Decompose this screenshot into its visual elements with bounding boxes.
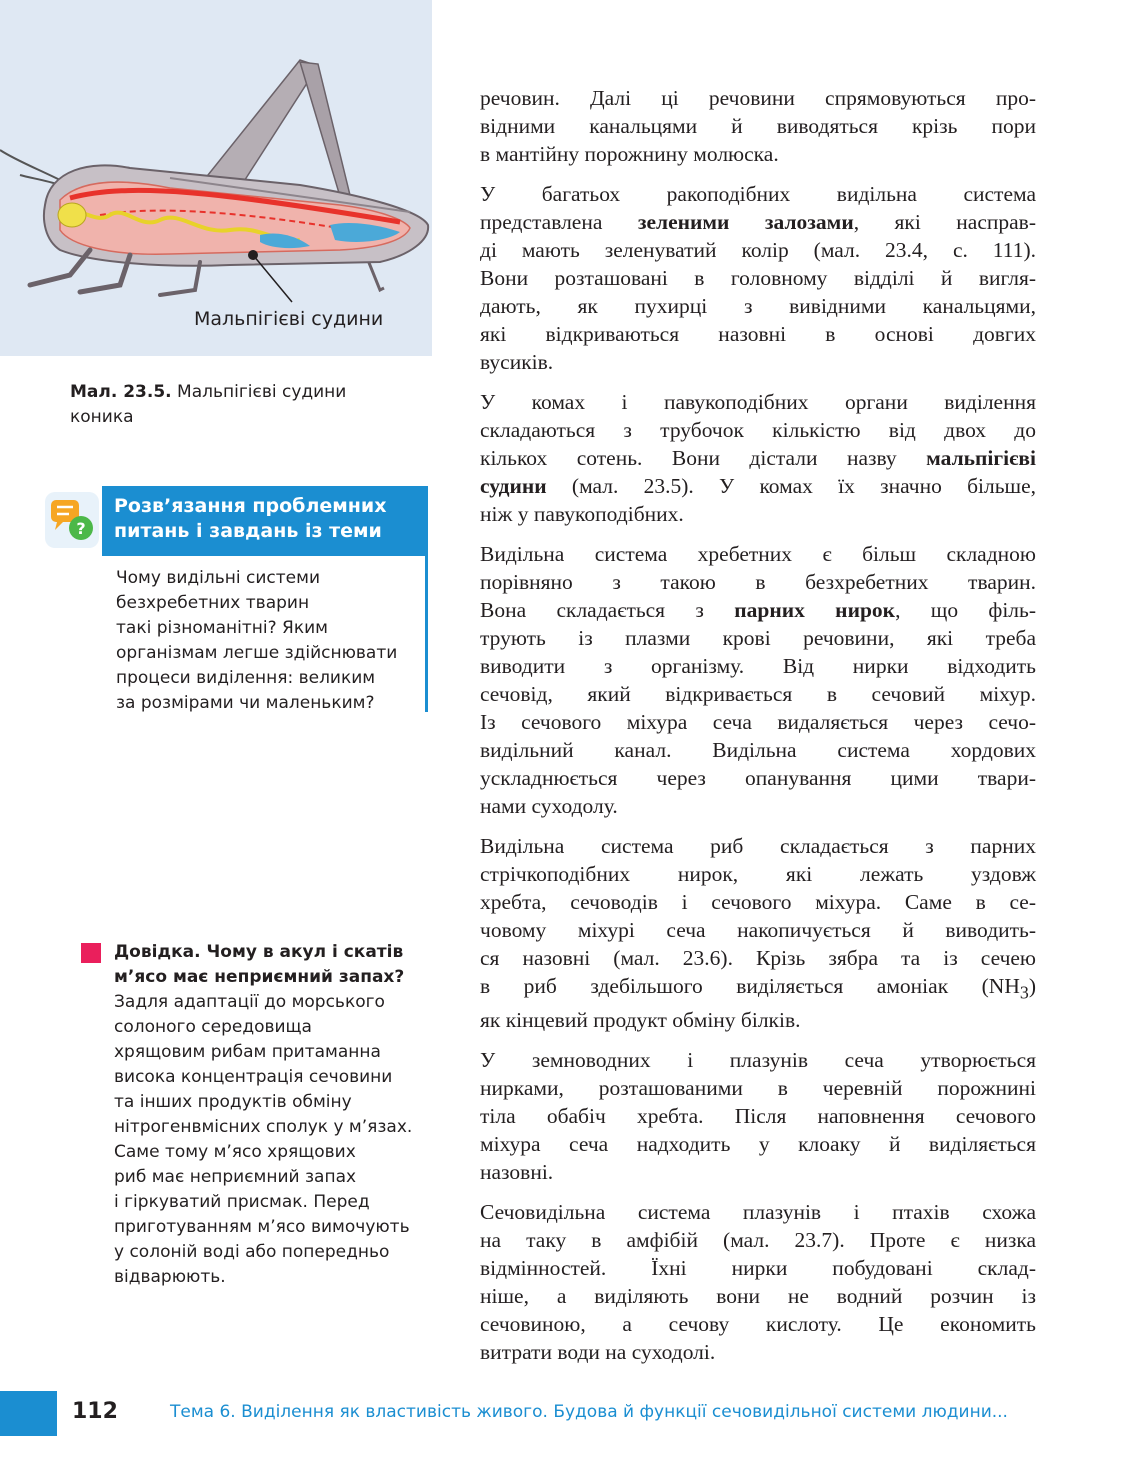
problem-box-body	[116, 566, 416, 716]
text-line: витрати води на суходолі.	[480, 1340, 716, 1365]
problem-line: за розмірами чи маленьким?	[116, 693, 375, 713]
page-number: 112	[72, 1399, 118, 1424]
text-line: судини (мал. 23.5). У комах їх значно більше,	[480, 474, 1036, 498]
caption-text: Мальпігієві судини коника	[70, 382, 347, 427]
text-line: представлена зеленими залозами, які насправ-	[480, 210, 1036, 234]
paragraph-2	[480, 180, 1036, 376]
figure-label: Мальпігієві судини	[194, 308, 384, 330]
subscript: 3	[1019, 982, 1029, 1003]
term-malpighian: мальпігієві	[926, 446, 1036, 470]
problem-title-line1: Розв’язання проблемних	[114, 495, 387, 517]
text-line: видільний канал. Видільна система хордових	[480, 738, 1036, 762]
problem-line: такі різноманітні? Яким	[116, 618, 328, 638]
caption-number: Мал. 23.5.	[70, 382, 172, 402]
problem-title-line2: питань і завдань із теми	[114, 520, 382, 542]
text-line: які відкриваються назовні в основі довгих	[480, 322, 1036, 346]
note-line: Саме тому м’ясо хрящових	[114, 1142, 356, 1162]
problem-box-title	[102, 486, 428, 556]
text-line: ся назовні (мал. 23.6). Крізь зябра та із сечею	[480, 946, 1036, 970]
text-line: сечовиною, а сечову кислоту. Це економить	[480, 1312, 1036, 1337]
text-line: ускладнюється через опанування цими твари-	[480, 766, 1036, 790]
figure-caption	[70, 380, 400, 430]
term-vessels: судини	[480, 474, 547, 498]
text-line: Видільна система риб складається з парних	[480, 834, 1036, 858]
text-line: Вона складається з парних нирок, що філь-	[480, 598, 1037, 622]
problem-line: безхребетних тварин	[116, 593, 310, 613]
text-line: відними канальцями й виводяться крізь пори	[480, 114, 1036, 138]
problem-line: Чому видільні системи	[116, 568, 320, 588]
problem-line: процеси виділення: великим	[116, 668, 376, 688]
text-line: нирками, розташованими в черевній порожнині	[480, 1076, 1036, 1101]
note-marker	[81, 943, 101, 963]
note-line: відварюють.	[114, 1267, 226, 1287]
text-line: ніше, а виділяють вони не водний розчин із	[480, 1284, 1036, 1309]
term-green-glands: зеленими залозами	[637, 210, 854, 234]
note-line: риб має неприємний запах	[114, 1167, 357, 1187]
main-text	[480, 84, 1036, 1378]
text-line: човому міхурі сеча накопичується й виводить-	[480, 918, 1036, 942]
grasshopper-illustration	[0, 0, 432, 356]
text-line: У земноводних і плазунів сеча утворюється	[480, 1048, 1036, 1073]
note-line: Задля адаптації до морського	[114, 992, 385, 1012]
paragraph-7	[480, 1198, 1036, 1366]
text-line: стрічкоподібних нирок, які лежать уздовж	[480, 862, 1036, 886]
text-line: речовин. Далі ці речовини спрямовуються про-	[480, 86, 1036, 110]
note-line: у солоній воді або попередньо	[114, 1242, 390, 1262]
paragraph-6	[480, 1046, 1036, 1186]
text-line: тіла обабіч хребта. Після наповнення сечового	[480, 1104, 1036, 1129]
text-line: трують із плазми крові речовини, які треба	[480, 626, 1036, 650]
text-line: відмінностей. Їхні нирки побудовані склад-	[480, 1256, 1036, 1281]
paragraph-3	[480, 388, 1036, 528]
text-line: як кінцевий продукт обміну білків.	[480, 1008, 801, 1033]
text-line: міхура сеча надходить у клоаку й виділяється	[480, 1132, 1036, 1157]
text-line: складаються з трубочок кількістю від двох до	[480, 418, 1036, 442]
term-paired-kidneys: парних нирок	[734, 598, 896, 622]
text-line: ді мають зеленуватий колір (мал. 23.4, с. 111).	[480, 238, 1036, 262]
text-line: ніж у павукоподібних.	[480, 502, 684, 526]
text-line: кількох сотень. Вони дістали назву мальпігієві	[480, 446, 1036, 470]
text-line: в риб здебільшого виділяється амоніак $(NH_3)$	[480, 974, 1036, 1003]
text-line: вусиків.	[480, 350, 554, 374]
text-line: хребта, сечоводів і сечового міхура. Саме в се-	[480, 890, 1036, 914]
note-line: висока концентрація сечовини	[114, 1067, 393, 1087]
text-line: сечовід, який відкривається в сечовий міхур.	[480, 682, 1036, 706]
note-line: приготуванням м’ясо вимочують	[114, 1217, 410, 1237]
paragraph-1	[480, 84, 1036, 168]
text-line: нами суходолу.	[480, 794, 618, 818]
footer-accent-bar	[0, 1391, 57, 1436]
note-line: нітрогенвмісних сполук у м’язах.	[114, 1117, 413, 1137]
text-line: У багатьох ракоподібних видільна система	[480, 182, 1036, 206]
text-line: Видільна система хребетних є більш складною	[480, 542, 1036, 566]
text-line: назовні.	[480, 1160, 554, 1185]
note-title-line1: Довідка. Чому в акул і скатів	[114, 942, 404, 962]
note-line: хрящовим рибам притаманна	[114, 1042, 381, 1062]
problem-box-rule	[425, 556, 428, 712]
paragraph-4	[480, 540, 1036, 820]
text-line: дають, як пухирці з вивідними канальцями,	[480, 294, 1036, 318]
text-line: Вони розташовані в головному відділі й вигля-	[480, 266, 1036, 290]
text-line: виводити з організму. Від нирки відходить	[480, 654, 1036, 678]
running-footer: Тема 6. Виділення як властивість живого. Будова й функції сечовидільної системи людини...	[170, 1402, 1008, 1422]
svg-text:?: ?	[76, 519, 86, 538]
grasshopper-figure	[0, 0, 432, 356]
problem-line: організмам легше здійснювати	[116, 643, 398, 663]
text-line: Сечовидільна система плазунів і птахів схожа	[480, 1200, 1036, 1225]
text-line: У комах і павукоподібних органи виділення	[480, 390, 1036, 414]
text-line: Із сечового міхура сеча видаляється через сечо-	[480, 710, 1036, 734]
note-title-line2: м’ясо має неприємний запах?	[114, 967, 405, 987]
note-line: та інших продуктів обміну	[114, 1092, 352, 1112]
text-line: в мантійну порожнину молюска.	[480, 142, 779, 166]
note-line: солоного середовища	[114, 1017, 312, 1037]
text-line: на таку в амфібій (мал. 23.7). Проте є низка	[480, 1228, 1036, 1253]
note-line: і гіркуватий присмак. Перед	[114, 1192, 370, 1212]
question-chat-icon	[45, 492, 99, 548]
paragraph-5	[480, 832, 1036, 1034]
reference-note	[114, 940, 434, 1290]
text-line: порівняно з такою в безхребетних тварин.	[480, 570, 1036, 594]
